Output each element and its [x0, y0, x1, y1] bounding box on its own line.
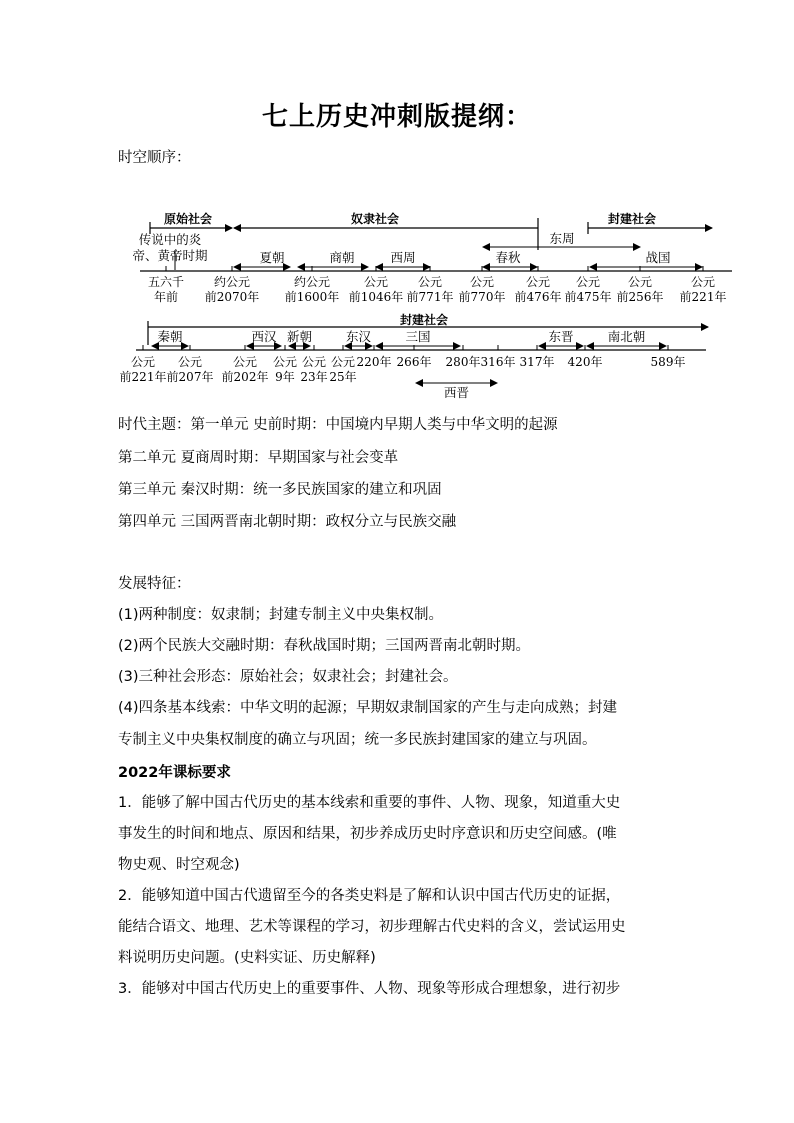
row2-tick-label: 420年	[567, 355, 603, 369]
row1-tick-label: 前476年	[514, 290, 562, 304]
row2-tick-label: 公元	[272, 355, 298, 369]
legend-line-2: 帝、黄帝时期	[132, 248, 208, 263]
text-line-unit-2: 第二单元 夏商周时期：早期国家与社会变革	[118, 450, 399, 466]
text-line-unit-3: 第三单元 秦汉时期：统一多民族国家的建立和巩固	[118, 482, 442, 498]
row1-tick-label: 约公元	[213, 275, 251, 289]
text-line-standard-2b: 能结合语文、地理、艺术等课程的学习，初步理解古代史料的含义，尝试运用史	[118, 919, 626, 935]
bracket-label-feudal-row1: 封建社会	[607, 212, 657, 226]
row2-tick-label: 公元	[330, 355, 356, 369]
row2-span-label: 秦朝	[157, 329, 183, 344]
span-label-eastern-zhou: 东周	[549, 231, 575, 246]
row1-tick-label: 公元	[417, 275, 443, 289]
row2-ticks	[120, 345, 686, 384]
section-label-features: 发展特征：	[118, 576, 191, 592]
row2-tick-label: 589年	[650, 355, 686, 369]
row2-tick-label: 220年	[356, 355, 392, 369]
text-line-feature-4b: 专制主义中央集权制度的确立与巩固；统一多民族封建国家的建立与巩固。	[118, 732, 597, 748]
section-label-timeline: 时空顺序：	[118, 150, 191, 166]
text-line-unit-4: 第四单元 三国两晋南北朝时期：政权分立与民族交融	[118, 514, 457, 530]
row2-tick-label: 9年	[275, 370, 295, 384]
span-label-warring-states: 战国	[645, 250, 671, 265]
row2-tick-label: 公元	[177, 355, 203, 369]
row2-tick-label: 公元	[232, 355, 258, 369]
text-line-feature-1: (1)两种制度：奴隶制；封建专制主义中央集权制。	[118, 607, 444, 623]
row2-span-label: 西晋	[443, 385, 470, 400]
row2-span-label: 西汉	[251, 329, 277, 344]
span-label-western-zhou: 西周	[390, 250, 416, 265]
text-line-feature-2: (2)两个民族大交融时期：春秋战国时期；三国两晋南北朝时期。	[118, 638, 531, 654]
section-heading-standards: 2022年课标要求	[118, 765, 231, 781]
bracket-label-feudal-row2: 封建社会	[399, 313, 449, 327]
text-line-standard-1a: 1．能够了解中国古代历史的基本线索和重要的事件、人物、现象，知道重大史	[118, 795, 621, 811]
text-line-standard-3a: 3．能够对中国古代历史上的重要事件、人物、现象等形成合理想象，进行初步	[118, 981, 621, 997]
row1-tick-label: 前475年	[564, 290, 612, 304]
row2-tick-label: 前207年	[166, 370, 214, 384]
row2-tick-label: 316年	[480, 355, 516, 369]
row1-tick-label: 前1600年	[284, 290, 340, 304]
span-label-xia: 夏朝	[259, 250, 285, 265]
text-line-standard-1b: 事发生的时间和地点、原因和结果，初步养成历史时序意识和历史空间感。(唯	[118, 826, 617, 842]
row1-tick-label: 前221年	[679, 290, 727, 304]
row2-tick-label: 23年	[300, 370, 328, 384]
row1-tick-label: 五六千	[147, 275, 185, 289]
row1-tick-label: 前1046年	[348, 290, 404, 304]
row1-tick-label: 公元	[469, 275, 495, 289]
row1-tick-label: 前770年	[458, 290, 506, 304]
row1-tick-label: 公元	[363, 275, 389, 289]
row2-span-label: 南北朝	[607, 329, 646, 344]
row2-tick-label: 公元	[130, 355, 156, 369]
row2-tick-label: 266年	[396, 355, 432, 369]
text-line-standard-2a: 2．能够知道中国古代遗留至今的各类史料是了解和认识中国古代历史的证据，	[118, 888, 621, 904]
row2-tick-label: 公元	[301, 355, 327, 369]
text-line-feature-3: (3)三种社会形态：原始社会；奴隶社会；封建社会。	[118, 669, 458, 685]
row1-tick-label: 公元	[627, 275, 653, 289]
text-line-feature-4a: (4)四条基本线索：中华文明的起源；早期奴隶制国家的产生与走向成熟；封建	[118, 700, 618, 716]
row2-span-label: 三国	[405, 329, 431, 344]
text-line-standard-1c: 物史观、时空观念)	[118, 857, 240, 873]
bracket-label-slave: 奴隶社会	[350, 212, 400, 226]
row2-span-label: 东汉	[345, 329, 372, 344]
row1-ticks	[148, 266, 726, 304]
span-label-shang: 商朝	[329, 250, 355, 265]
row1-tick-label: 公元	[575, 275, 601, 289]
row2-tick-label: 317年	[519, 355, 555, 369]
row2-tick-label: 280年	[445, 355, 481, 369]
row1-tick-label: 前771年	[406, 290, 454, 304]
row1-tick-label: 前2070年	[204, 290, 260, 304]
row1-tick-label: 约公元	[293, 275, 331, 289]
text-line-standard-2c: 料说明历史问题。(史料实证、历史解释)	[118, 950, 376, 966]
row2-span-label: 新朝	[286, 329, 313, 344]
row1-tick-label: 前256年	[616, 290, 664, 304]
page-title: 七上历史冲刺版提纲：	[261, 102, 532, 132]
row1-tick-label: 年前	[153, 290, 179, 304]
text-line-era-theme: 时代主题：第一单元 史前时期：中国境内早期人类与中华文明的起源	[118, 417, 558, 433]
legend-line-1: 传说中的炎	[138, 232, 202, 247]
row2-tick-label: 25年	[329, 370, 357, 384]
row1-tick-label: 公元	[525, 275, 551, 289]
row2-span-label: 东晋	[548, 329, 574, 344]
bracket-label-primitive: 原始社会	[163, 212, 213, 226]
history-timeline-diagram	[0, 200, 794, 405]
row2-tick-label: 前202年	[221, 370, 269, 384]
row1-tick-label: 公元	[690, 275, 716, 289]
span-label-spring-autumn: 春秋	[495, 250, 521, 265]
row2-tick-label: 前221年	[119, 370, 167, 384]
